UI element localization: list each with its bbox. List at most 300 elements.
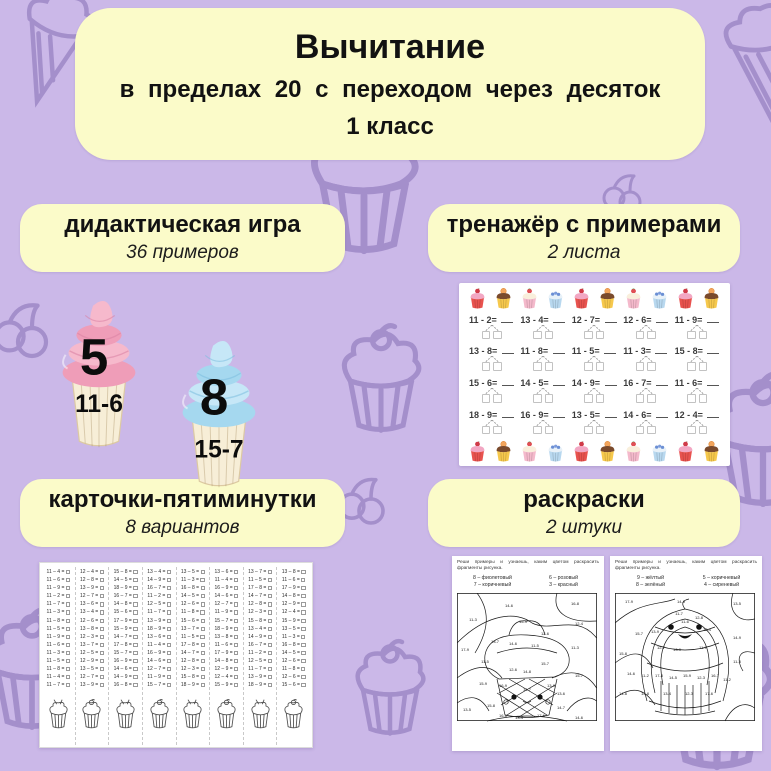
card-cupcake-art (213, 693, 240, 737)
card-problem: 13 – 4 = (144, 568, 175, 576)
coloring-drawing-cupcake (615, 593, 755, 722)
answer-box (201, 570, 205, 574)
decomposition-boxes (584, 362, 604, 371)
answer-box (167, 627, 171, 631)
card-problem: 15 – 7 = (110, 649, 141, 657)
answer-box (100, 610, 104, 614)
answer-box (167, 610, 171, 614)
card-problem: 12 – 3 = (245, 608, 276, 616)
answer-box (234, 570, 238, 574)
cupcake-icon (520, 440, 539, 463)
region-problem-label: 13-9 (650, 629, 660, 634)
five-minute-card (277, 567, 310, 745)
cupcake-icon-row (466, 286, 723, 310)
region-problem-label: 11-3 (733, 659, 741, 664)
card-problem: 14 – 7 = (245, 592, 276, 600)
card-problem: 16 – 9 = (144, 649, 175, 657)
card-problem: 11 – 3 = (43, 608, 74, 616)
trainer-problem (569, 343, 620, 375)
cupcake-icon (676, 440, 695, 463)
legend-entry: 8 – зелёный (635, 582, 666, 588)
answer-box (268, 610, 272, 614)
section-title: карточки-пятиминутки (48, 486, 317, 514)
section-title: раскраски (523, 486, 645, 514)
answer-box (234, 586, 238, 590)
cupcake-icon (572, 440, 591, 463)
answer-blank (605, 316, 617, 323)
card-problem: 11 – 9 = (211, 608, 242, 616)
trainer-problem (672, 375, 723, 407)
trainer-problem (517, 375, 568, 407)
card-problem: 16 – 9 = (211, 584, 242, 592)
cupcake-icon (650, 440, 669, 463)
card-problem: 13 – 7 = (178, 625, 209, 633)
card-problem: 13 – 4 = (245, 625, 276, 633)
cupcake-icon (468, 440, 487, 463)
card-problem: 12 – 5 = (144, 600, 175, 608)
cupcake-icon (702, 287, 721, 310)
region-problem-label: 12-6 (508, 667, 518, 672)
decomposition-boxes (482, 362, 502, 371)
answer-box (100, 570, 104, 574)
answer-box (66, 619, 70, 623)
answer-box (167, 594, 171, 598)
five-minute-card (244, 567, 278, 745)
trainer-problem (672, 343, 723, 375)
card-problem: 17 – 8 = (178, 641, 209, 649)
answer-box (66, 659, 70, 663)
answer-box (133, 619, 137, 623)
region-problem-label: 16-8 (570, 601, 580, 606)
card-problem: 13 – 8 = (211, 633, 242, 641)
answer-box (234, 667, 238, 671)
card-problem: 15 – 8 = (245, 617, 276, 625)
region-problem-label: 14-9 (732, 635, 742, 640)
card-art (110, 689, 141, 737)
cupcake-problem: 11-6 (75, 390, 123, 418)
card-problem: 12 – 6 = (278, 657, 309, 665)
answer-box (167, 659, 171, 663)
answer-box (301, 651, 305, 655)
card-problem: 11 – 9 = (43, 633, 74, 641)
region-problem-label: 12-7 (656, 645, 666, 650)
answer-box (100, 683, 104, 687)
region-problem-label: 13-6 (556, 691, 566, 696)
answer-box (301, 659, 305, 663)
answer-box (100, 667, 104, 671)
region-problem-label: 11-5 (481, 659, 489, 664)
trainer-problem (672, 311, 723, 343)
decomposition-boxes (687, 362, 707, 371)
card-cupcake-art (280, 693, 307, 737)
answer-box (301, 619, 305, 623)
answer-box (66, 610, 70, 614)
answer-box (66, 683, 70, 687)
region-problem-label: 12-4 (574, 621, 584, 626)
answer-box (301, 667, 305, 671)
coloring-drawing-cupcake (457, 593, 597, 722)
answer-blank (707, 316, 719, 323)
problem-text: 12 - 6= (620, 315, 668, 325)
answer-box (234, 659, 238, 663)
cupcake-icon (546, 287, 565, 310)
answer-box (100, 659, 104, 663)
answer-blank (502, 347, 514, 354)
answer-box (234, 651, 238, 655)
cupcake-icon (468, 287, 487, 310)
answer-box (66, 627, 70, 631)
answer-blank (502, 411, 514, 418)
decomposition-boxes (533, 394, 553, 403)
answer-box (234, 594, 238, 598)
region-problem-label: 17-9 (624, 599, 634, 604)
decomposition-boxes (584, 331, 604, 340)
card-problem: 16 – 7 = (110, 592, 141, 600)
legend-entry: 3 – красный (549, 582, 578, 588)
region-problem-label: 11-5 (531, 643, 539, 648)
answer-box (200, 578, 204, 582)
region-problem-label: 11-2 (723, 677, 731, 682)
answer-box (100, 602, 104, 606)
region-problem-label: 14-6 (504, 603, 514, 608)
answer-box (100, 635, 104, 639)
card-problem: 14 – 8 = (110, 600, 141, 608)
card-problem: 16 – 8 = (110, 681, 141, 689)
color-legend (615, 575, 757, 589)
trainer-problem (620, 343, 671, 375)
answer-box (133, 667, 137, 671)
answer-box (201, 602, 205, 606)
cupcake-icon (676, 287, 695, 310)
answer-blank (502, 379, 514, 386)
cupcake-icon (598, 287, 617, 310)
region-problem-label: 15-9 (478, 681, 488, 686)
card-problem: 13 – 7 = (77, 641, 108, 649)
answer-blank (553, 316, 565, 323)
decomposition-boxes (636, 362, 656, 371)
answer-box (66, 643, 70, 647)
section-banner-game (20, 204, 345, 272)
answer-blank (656, 379, 668, 386)
card-problem: 14 – 5 = (110, 576, 141, 584)
answer-box (167, 667, 171, 671)
region-problem-label: 14-7 (522, 687, 532, 692)
problem-text: 12 - 7= (569, 315, 617, 325)
region-problem-label: 13-9 (672, 647, 682, 652)
cupcake-icon (572, 287, 591, 310)
card-problem: 12 – 5 = (77, 649, 108, 657)
section-subtitle: 8 вариантов (125, 516, 240, 538)
answer-box (268, 602, 272, 606)
legend-entry: 9 – жёлтый (636, 575, 665, 581)
region-problem-label: 14-6 (508, 641, 518, 646)
region-problem-label: 11-6 (681, 619, 689, 624)
region-problem-label: 14-6 (626, 671, 636, 676)
answer-box (301, 643, 305, 647)
card-problem: 11 – 3 = (178, 576, 209, 584)
card-problem: 13 – 5 = (178, 568, 209, 576)
trainer-problems-grid (466, 310, 723, 439)
answer-blank (553, 347, 565, 354)
trainer-problem (620, 406, 671, 438)
problem-text: 11 - 2= (466, 315, 513, 325)
answer-blank (553, 379, 565, 386)
problem-text: 11 - 3= (620, 346, 667, 356)
card-problem: 11 – 4 = (43, 673, 74, 681)
region-problem-label: 17-9 (460, 647, 470, 652)
five-minute-card (210, 567, 244, 745)
answer-blank (655, 347, 667, 354)
card-problem: 14 – 9 = (110, 673, 141, 681)
card-problem: 11 – 2 = (245, 649, 276, 657)
card-problem: 17 – 9 = (278, 584, 309, 592)
decomposition-boxes (482, 331, 502, 340)
answer-box (100, 586, 104, 590)
card-art (178, 689, 209, 737)
card-problem: 12 – 6 = (77, 617, 108, 625)
card-problem: 11 – 5 = (43, 625, 74, 633)
answer-box (301, 586, 305, 590)
answer-box (234, 602, 238, 606)
region-problem-label: 14-6 (574, 715, 584, 720)
cupcake-icon (702, 440, 721, 463)
section-title: дидактическая игра (64, 211, 301, 239)
answer-box (268, 570, 272, 574)
card-problem: 13 – 9 = (77, 681, 108, 689)
decomposition-boxes (584, 426, 604, 435)
card-problem: 14 – 6 = (211, 592, 242, 600)
decomposition-boxes (533, 426, 553, 435)
region-problem-label: 15-7 (574, 673, 584, 678)
answer-box (167, 643, 171, 647)
problem-text: 16 - 9= (517, 410, 565, 420)
card-problem: 11 – 8 = (178, 608, 209, 616)
region-problem-label: 13-9 (546, 683, 556, 688)
trainer-problem (620, 311, 671, 343)
cupcake-icon (598, 440, 617, 463)
legend-entry: 4 – сиреневый (703, 582, 740, 588)
answer-box (100, 651, 104, 655)
section-subtitle: 2 штуки (545, 516, 623, 538)
region-problem-label: 14-9 (676, 599, 686, 604)
answer-box (201, 619, 205, 623)
card-art (211, 689, 242, 737)
cupcake-icon (624, 440, 643, 463)
card-problem: 14 – 6 = (110, 665, 141, 673)
cupcake-problem: 15-7 (194, 436, 244, 464)
answer-box (268, 578, 272, 582)
card-problem: 13 – 7 = (245, 568, 276, 576)
card-art (245, 689, 276, 737)
cupcake-icon (650, 287, 669, 310)
card-art (43, 689, 74, 737)
card-problem: 18 – 9 = (110, 584, 141, 592)
card-problem: 12 – 3 = (77, 633, 108, 641)
card-problem: 17 – 9 = (211, 649, 242, 657)
region-problem-label: 11-3 (571, 645, 579, 650)
problem-text: 12 - 4= (672, 410, 720, 420)
decomposition-boxes (636, 426, 656, 435)
region-problem-label: 17-6 (536, 713, 546, 718)
card-problem: 15 – 7 = (144, 681, 175, 689)
card-problem: 15 – 8 = (178, 673, 209, 681)
section-banner-trainer (428, 204, 740, 272)
answer-box (201, 651, 205, 655)
card-problem: 11 – 8 = (43, 665, 74, 673)
answer-box (200, 610, 204, 614)
answer-box (234, 627, 238, 631)
region-problem-label: 13-5 (462, 707, 472, 712)
card-problem: 11 – 4 = (144, 641, 175, 649)
card-cupcake-art (112, 693, 139, 737)
answer-box (268, 643, 272, 647)
card-problem: 18 – 9 = (144, 625, 175, 633)
five-minute-card (143, 567, 177, 745)
card-problem: 13 – 6 = (211, 568, 242, 576)
decomposition-boxes (584, 394, 604, 403)
card-problem: 18 – 9 = (245, 681, 276, 689)
card-problem: 12 – 6 = (278, 673, 309, 681)
region-problem-label: 12-3 (696, 675, 706, 680)
decomposition-boxes (533, 331, 553, 340)
problem-text: 11 - 8= (517, 346, 564, 356)
answer-box (201, 675, 205, 679)
trainer-problem (466, 375, 517, 407)
section-banner-coloring (428, 479, 740, 547)
card-problem: 14 – 9 = (245, 633, 276, 641)
problem-text: 11 - 5= (569, 346, 616, 356)
region-problem-label: 16-7 (710, 673, 720, 678)
problem-text: 11 - 9= (672, 315, 719, 325)
region-problem-label: 11-7 (699, 645, 707, 650)
card-art (278, 689, 309, 737)
answer-box (301, 578, 305, 582)
card-problem: 11 – 2 = (43, 592, 74, 600)
legend-entry: 5 – коричневый (702, 575, 741, 581)
region-problem-label: 13-4 (514, 715, 524, 720)
card-problem: 18 – 9 = (211, 625, 242, 633)
answer-box (234, 610, 238, 614)
card-problem: 16 – 9 = (110, 657, 141, 665)
problem-text: 15 - 6= (466, 378, 514, 388)
game-cupcake-pink (40, 286, 158, 458)
five-minute-card (177, 567, 211, 745)
decomposition-boxes (636, 331, 656, 340)
card-art (144, 689, 175, 737)
card-problem: 11 – 7 = (245, 665, 276, 673)
section-title: тренажёр с примерами (446, 211, 722, 239)
answer-box (133, 643, 137, 647)
card-problem: 12 – 3 = (178, 665, 209, 673)
answer-box (133, 578, 137, 582)
answer-box (268, 586, 272, 590)
answer-box (133, 627, 137, 631)
card-problem: 13 – 9 = (144, 617, 175, 625)
card-problem: 11 – 9 = (144, 673, 175, 681)
answer-box (66, 635, 70, 639)
answer-box (167, 570, 171, 574)
answer-box (234, 643, 238, 647)
region-problem-label: 15-9 (682, 673, 692, 678)
section-subtitle: 36 примеров (126, 241, 239, 263)
card-problem: 13 – 9 = (245, 673, 276, 681)
card-problem: 14 – 5 = (178, 592, 209, 600)
decomposition-boxes (533, 362, 553, 371)
answer-box (133, 659, 137, 663)
card-problem: 11 – 5 = (245, 576, 276, 584)
answer-box (133, 635, 137, 639)
card-problem: 12 – 8 = (77, 576, 108, 584)
card-problem: 13 – 9 = (77, 584, 108, 592)
answer-box (301, 627, 305, 631)
decomposition-boxes (482, 394, 502, 403)
answer-box (66, 667, 70, 671)
legend-entry: 6 – розовый (549, 575, 578, 581)
trainer-problem (466, 406, 517, 438)
title-banner (75, 8, 705, 160)
card-cupcake-art (45, 693, 72, 737)
decomposition-boxes (636, 394, 656, 403)
card-cupcake-art (78, 693, 105, 737)
answer-box (167, 602, 171, 606)
answer-box (100, 643, 104, 647)
cupcake-icon (494, 287, 513, 310)
card-problem: 13 – 5 = (278, 625, 309, 633)
coloring-page-1 (452, 556, 604, 751)
card-problem: 11 – 6 = (211, 641, 242, 649)
answer-box (66, 675, 70, 679)
card-problem: 11 – 7 = (43, 600, 74, 608)
card-problem: 11 – 5 = (43, 657, 74, 665)
answer-box (201, 667, 205, 671)
card-problem: 11 – 8 = (43, 617, 74, 625)
region-problem-label: 15-8 (486, 703, 496, 708)
card-problem: 11 – 7 = (43, 681, 74, 689)
card-problem: 12 – 8 = (245, 600, 276, 608)
card-problem: 12 – 4 = (77, 568, 108, 576)
card-problem: 14 – 8 = (211, 657, 242, 665)
answer-box (66, 586, 70, 590)
region-problem-label: 15-7 (634, 631, 644, 636)
game-cupcakes-illustration (30, 278, 340, 478)
card-problem: 14 – 5 = (278, 649, 309, 657)
answer-blank (707, 411, 719, 418)
answer-box (301, 635, 305, 639)
region-problem-label: 13-5 (732, 601, 742, 606)
card-problem: 11 – 9 = (43, 584, 74, 592)
card-problem: 17 – 8 = (110, 641, 141, 649)
trainer-problem (569, 375, 620, 407)
region-problem-label: 15-9 (518, 619, 528, 624)
answer-blank (501, 316, 513, 323)
answer-box (301, 602, 305, 606)
answer-blank (656, 411, 668, 418)
answer-box (234, 578, 238, 582)
card-problem: 12 – 7 = (144, 665, 175, 673)
cupcake-answer: 5 (79, 328, 109, 386)
answer-box (66, 578, 70, 582)
answer-box (100, 578, 104, 582)
answer-box (234, 635, 238, 639)
answer-box (133, 586, 137, 590)
answer-box (200, 635, 204, 639)
answer-blank (707, 379, 719, 386)
region-problem-label: 12-4 (702, 627, 712, 632)
card-problem: 16 – 7 = (144, 584, 175, 592)
card-problem: 11 – 6 = (278, 576, 309, 584)
card-problem: 12 – 6 = (178, 600, 209, 608)
answer-box (167, 619, 171, 623)
